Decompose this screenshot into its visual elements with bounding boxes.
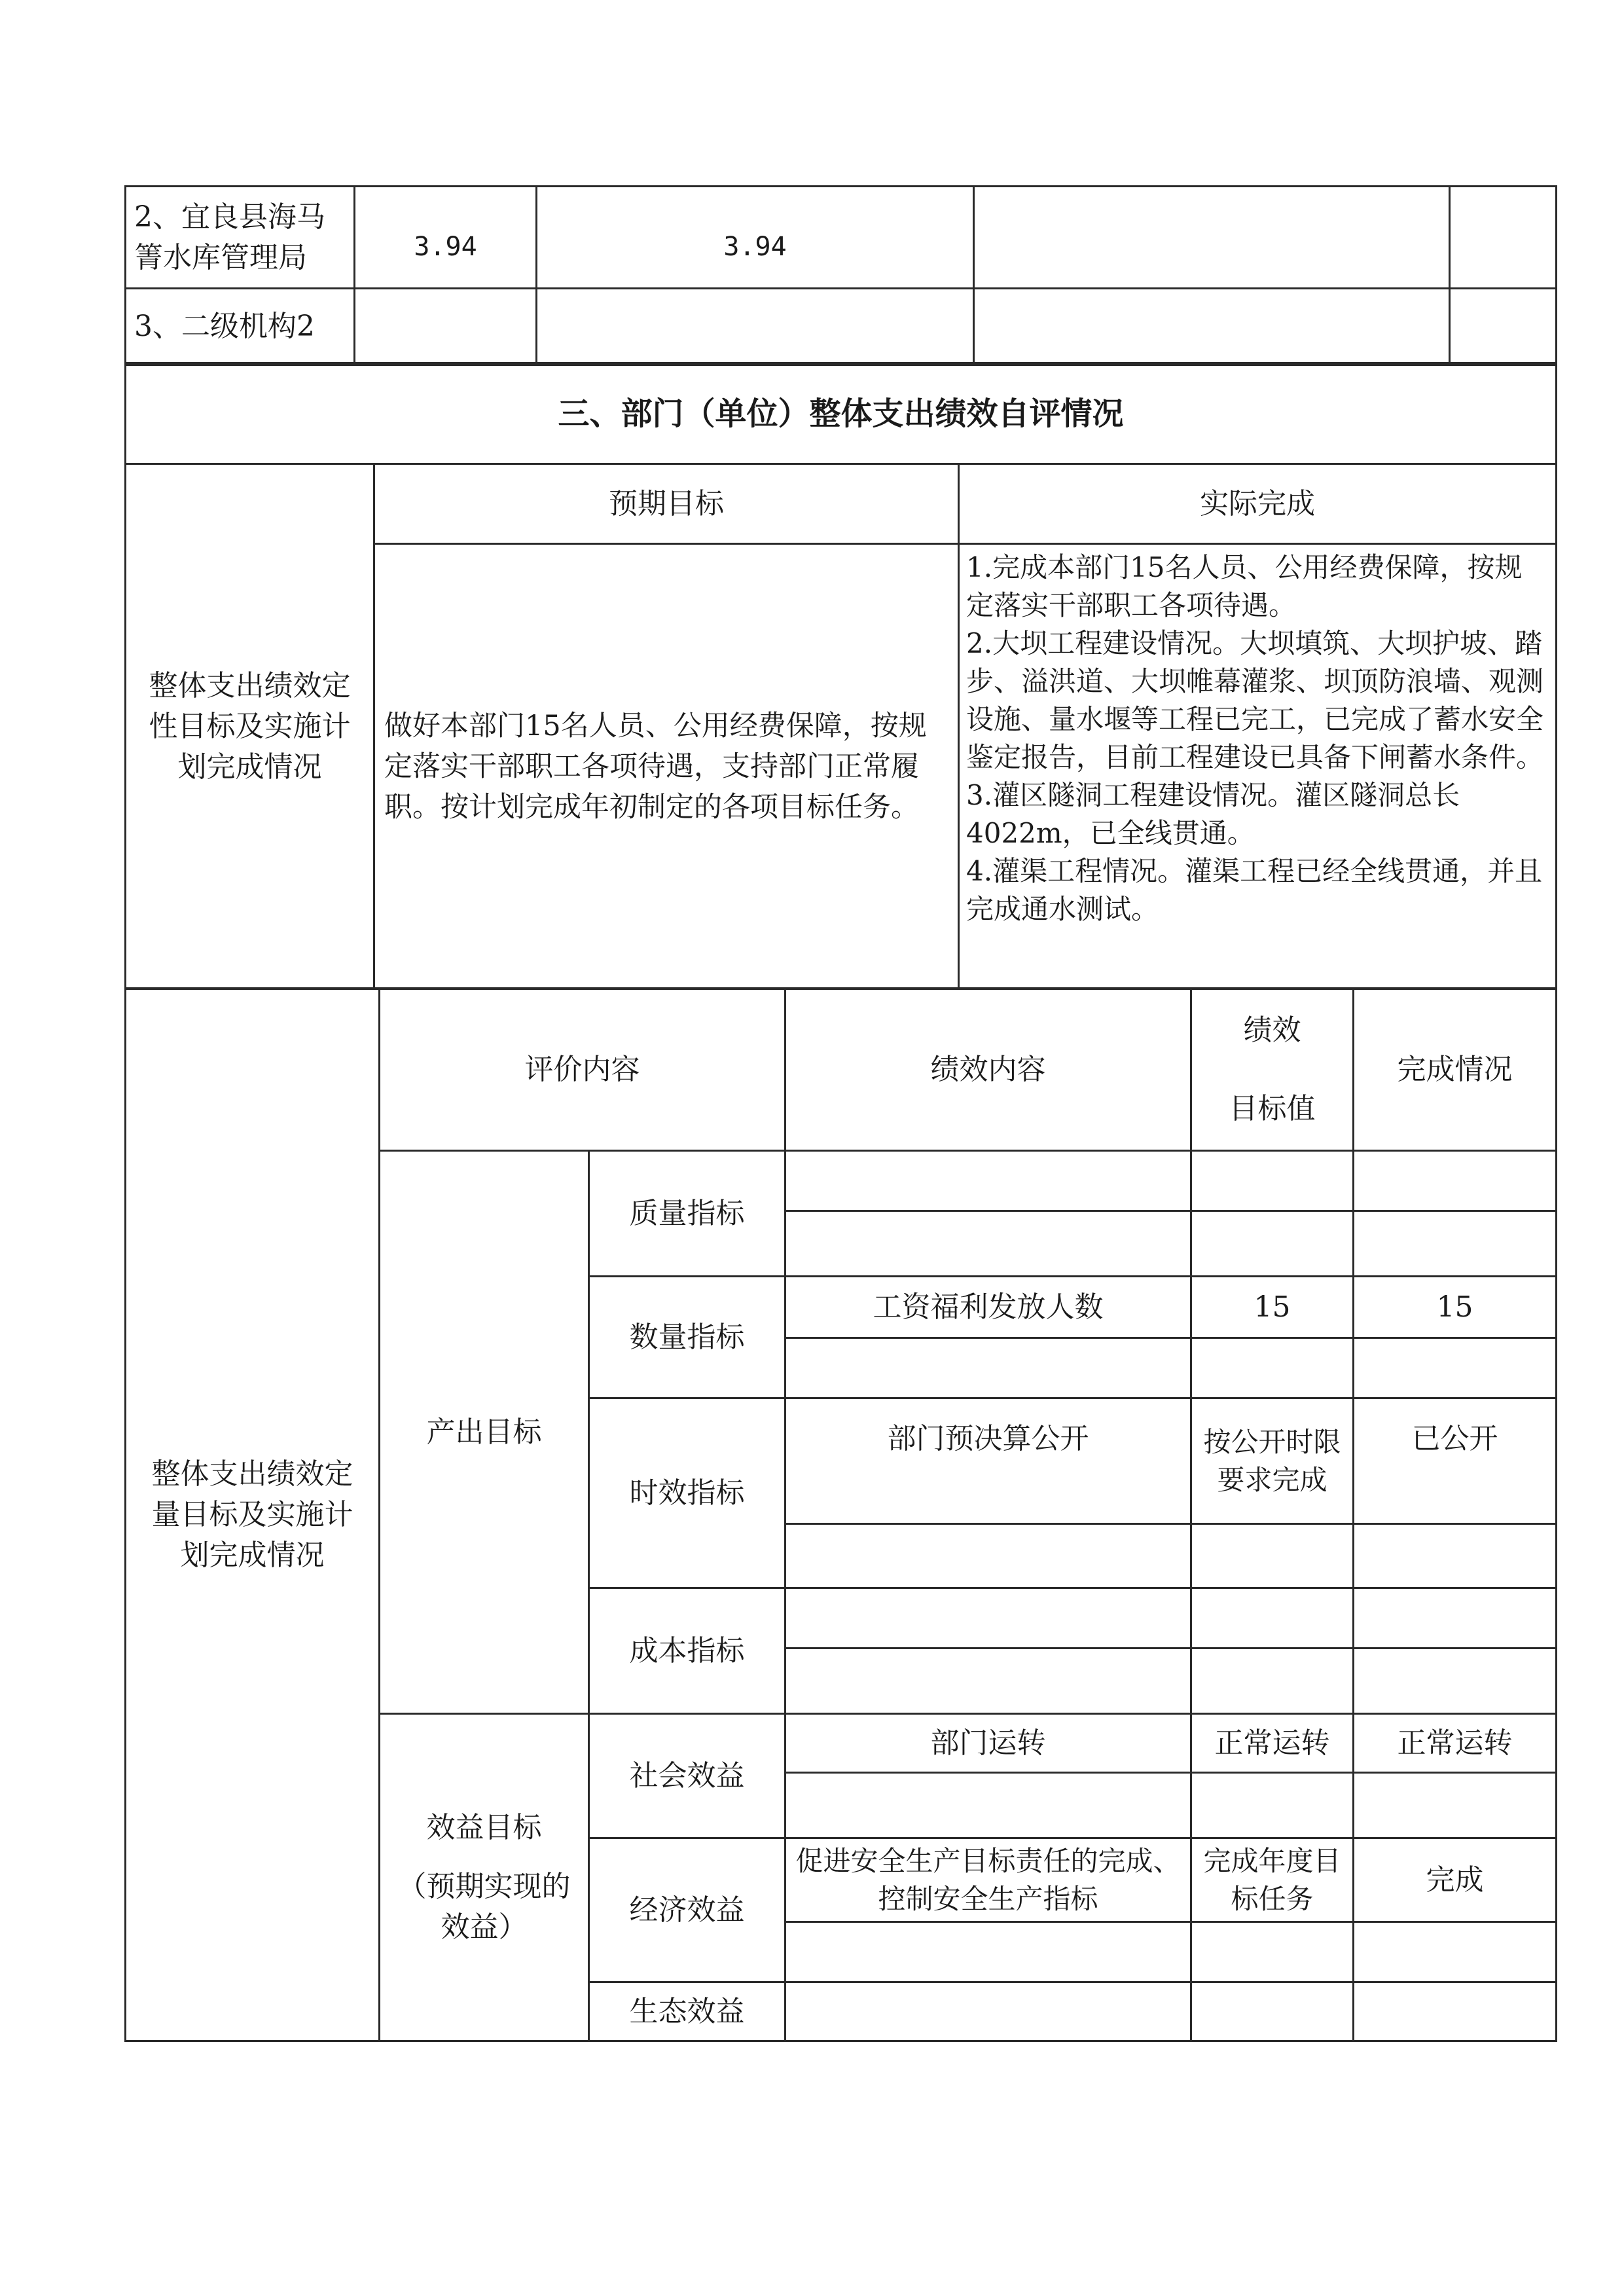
perf-cell	[785, 1922, 1191, 1982]
status-cell: 正常运转	[1354, 1714, 1557, 1773]
status-cell: 已公开	[1354, 1398, 1557, 1524]
perf-cell	[785, 1773, 1191, 1838]
actual-item: 2.大坝工程建设情况。大坝填筑、大坝护坡、踏步、溢洪道、大坝帷幕灌浆、坝顶防浪墙、观测设施、量水堰等工程已完工，已完成了蓄水安全鉴定报告，目前工程建设已具备下闸蓄水条件。	[966, 627, 1544, 773]
ecological-label: 生态效益	[589, 1982, 785, 2041]
perf-header: 绩效内容	[785, 989, 1191, 1151]
target-header: 绩效 目标值	[1191, 989, 1354, 1151]
value-cell	[537, 289, 974, 365]
value-cell	[355, 289, 537, 365]
target-cell: 正常运转	[1191, 1714, 1354, 1773]
perf-cell: 工资福利发放人数	[785, 1277, 1191, 1338]
target-cell	[1191, 1588, 1354, 1649]
perf-cell	[785, 1151, 1191, 1211]
target-cell	[1191, 1982, 1354, 2041]
target-cell	[1191, 1211, 1354, 1277]
target-cell	[1191, 1922, 1354, 1982]
actual-item: 1.完成本部门15名人员、公用经费保障，按规定落实干部职工各项待遇。	[966, 551, 1523, 621]
perf-cell	[785, 1649, 1191, 1714]
perf-cell	[785, 1211, 1191, 1277]
perf-cell	[785, 1338, 1191, 1398]
section-title-row	[126, 363, 1557, 464]
perf-cell	[785, 1982, 1191, 2041]
target-cell	[1191, 1524, 1354, 1588]
status-cell: 15	[1354, 1277, 1557, 1338]
value-cell	[974, 289, 1450, 365]
section-title: 三、部门（单位）整体支出绩效自评情况	[126, 363, 1557, 464]
perf-cell	[785, 1588, 1191, 1649]
quantitative-table	[124, 987, 1557, 2042]
expected-text: 做好本部门15名人员、公用经费保障，按规定落实干部职工各项待遇，支持部门正常履职。按计划完成年初制定的各项目标任务。	[374, 544, 959, 989]
perf-cell: 部门运转	[785, 1714, 1191, 1773]
target-cell	[1191, 1773, 1354, 1838]
target-cell: 15	[1191, 1277, 1354, 1338]
quality-label: 质量指标	[589, 1151, 785, 1277]
actual-text	[959, 544, 1557, 989]
output-group-label: 产出目标	[380, 1151, 589, 1714]
status-header: 完成情况	[1354, 989, 1557, 1151]
actual-item: 4.灌渠工程情况。灌渠工程已经全线贯通，并且完成通水测试。	[966, 855, 1543, 925]
eval-header: 评价内容	[380, 989, 785, 1151]
quantity-label: 数量指标	[589, 1277, 785, 1398]
unit-name-cell: 2、宜良县海马箐水库管理局	[126, 187, 355, 289]
unit-name-cell: 3、二级机构2	[126, 289, 355, 365]
timeliness-label: 时效指标	[589, 1398, 785, 1588]
value-cell	[974, 187, 1450, 289]
status-cell	[1354, 1649, 1557, 1714]
value-cell	[1450, 289, 1557, 365]
table-row	[126, 289, 1557, 365]
status-cell	[1354, 1211, 1557, 1277]
table-row	[126, 989, 1557, 1151]
status-cell	[1354, 1982, 1557, 2041]
status-cell	[1354, 1922, 1557, 1982]
perf-cell: 促进安全生产目标责任的完成、控制安全生产指标	[785, 1838, 1191, 1922]
social-label: 社会效益	[589, 1714, 785, 1838]
status-cell: 完成	[1354, 1838, 1557, 1922]
perf-cell: 部门预决算公开	[785, 1398, 1191, 1524]
qualitative-table	[124, 362, 1557, 990]
target-cell	[1191, 1338, 1354, 1398]
quantitative-row-label: 整体支出绩效定量目标及实施计划完成情况	[126, 989, 380, 2041]
target-cell: 按公开时限要求完成	[1191, 1398, 1354, 1524]
table-row	[126, 464, 1557, 544]
benefit-group-label: 效益目标 （预期实现的效益）	[380, 1714, 589, 2041]
perf-cell	[785, 1524, 1191, 1588]
value-cell: 3.94	[355, 187, 537, 289]
status-cell	[1354, 1524, 1557, 1588]
target-cell	[1191, 1649, 1354, 1714]
actual-header: 实际完成	[959, 464, 1557, 544]
unit-budget-table	[124, 185, 1557, 366]
economic-label: 经济效益	[589, 1838, 785, 1982]
target-cell	[1191, 1151, 1354, 1211]
table-row	[126, 187, 1557, 289]
value-cell: 3.94	[537, 187, 974, 289]
actual-item: 3.灌区隧洞工程建设情况。灌区隧洞总长4022m，已全线贯通。	[966, 779, 1460, 849]
status-cell	[1354, 1588, 1557, 1649]
qualitative-row-label: 整体支出绩效定性目标及实施计划完成情况	[126, 464, 374, 989]
status-cell	[1354, 1151, 1557, 1211]
status-cell	[1354, 1773, 1557, 1838]
target-cell: 完成年度目标任务	[1191, 1838, 1354, 1922]
cost-label: 成本指标	[589, 1588, 785, 1714]
expected-header: 预期目标	[374, 464, 959, 544]
status-cell	[1354, 1338, 1557, 1398]
value-cell	[1450, 187, 1557, 289]
